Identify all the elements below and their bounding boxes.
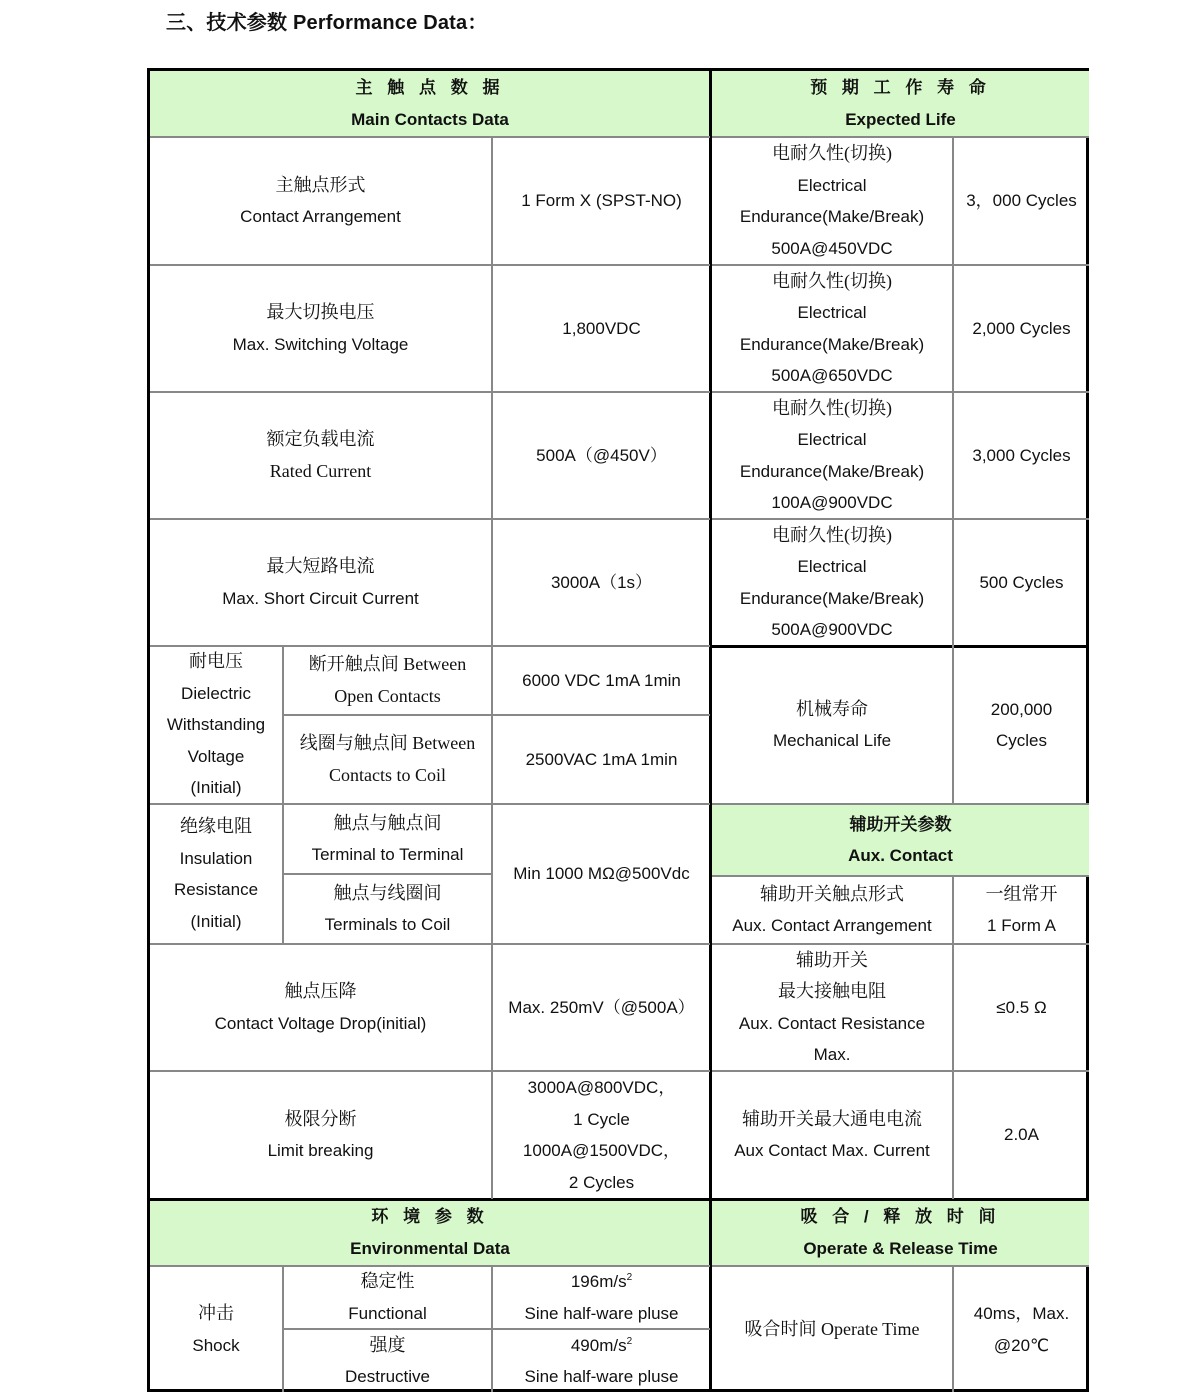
shock-destructive-desc: Sine half-ware pluse <box>524 1367 679 1386</box>
aux-current-label <box>712 1072 952 1198</box>
grid-line <box>284 873 493 875</box>
mechanical-life-en: Mechanical Life <box>772 731 892 750</box>
electrical-endurance-value-3 <box>954 393 1089 518</box>
expected-life-header <box>712 71 1089 136</box>
open-contacts-line-2: Open Contacts <box>334 685 441 706</box>
shock-functional-value <box>493 1267 710 1328</box>
mechanical-life-value-line-1: 200,000 <box>990 699 1053 719</box>
dielectric-label-zh: 耐电压 <box>189 651 243 672</box>
operate-release-header-zh: 吸 合 / 释 放 时 间 <box>800 1207 1001 1226</box>
shock-destructive-accel <box>571 1330 632 1362</box>
grid-line <box>150 518 710 520</box>
aux-resistance-line-3: Aux. Contact Resistance <box>738 1013 926 1033</box>
mechanical-life-zh: 机械寿命 <box>796 698 868 719</box>
expected-life-header-zh: 预 期 工 作 寿 命 <box>810 78 991 97</box>
max-short-circuit-value <box>493 520 710 645</box>
rated-current-en: Rated Current <box>269 460 372 481</box>
insulation-terminal-to-terminal <box>284 805 491 873</box>
grid-line <box>952 136 954 804</box>
grid-line <box>150 136 710 138</box>
contact-voltage-drop-value <box>493 945 710 1070</box>
dielectric-open-contacts-value <box>493 647 710 714</box>
terminals-to-coil-zh: 触点与线圈间 <box>333 882 442 903</box>
mechanical-life-value <box>954 647 1089 803</box>
shock-destructive-value <box>493 1330 710 1392</box>
terminal-to-terminal-zh: 触点与触点间 <box>333 812 442 833</box>
aux-contact-header <box>712 805 1089 875</box>
electrical-endurance-label-1 <box>712 138 952 264</box>
insulation-terminals-to-coil <box>284 875 491 943</box>
limit-breaking-label <box>150 1072 491 1198</box>
mechanical-life-label <box>712 647 952 803</box>
grid-line <box>150 943 710 945</box>
max-switching-voltage-value-text: 1,800VDC <box>562 318 641 338</box>
endurance-2-line-electrical: Electrical <box>797 303 867 322</box>
grid-line <box>712 645 1089 648</box>
aux-arrangement-value-zh: 一组常开 <box>985 883 1058 904</box>
dielectric-label-line-3: Withstanding <box>166 715 266 735</box>
endurance-4-line-rating: 500A@900VDC <box>771 620 893 639</box>
shock-destructive-label <box>284 1330 491 1392</box>
max-switching-voltage-value <box>493 266 710 391</box>
grid-line <box>284 714 710 716</box>
operate-time-value-line-1: 40ms，Max. <box>973 1304 1070 1323</box>
grid-line <box>150 1198 710 1201</box>
dielectric-label-line-2: Dielectric <box>181 683 251 703</box>
terminal-to-terminal-en: Terminal to Terminal <box>311 845 464 864</box>
grid-line <box>712 391 1089 393</box>
contacts-to-coil-value-text: 2500VAC 1mA 1min <box>525 749 678 769</box>
expected-life-header-en: Expected Life <box>845 109 956 129</box>
max-short-circuit-zh: 最大短路电流 <box>266 556 375 576</box>
endurance-1-line-electrical: Electrical <box>797 175 867 195</box>
rated-current-value <box>493 393 710 518</box>
insulation-label-line-3: Resistance <box>173 880 259 899</box>
shock-functional-desc: Sine half-ware pluse <box>524 1303 679 1323</box>
main-contacts-header-zh: 主 触 点 数 据 <box>355 78 505 97</box>
contact-arrangement-zh: 主触点形式 <box>275 174 366 195</box>
operate-time-value-line-2: @20℃ <box>993 1335 1050 1355</box>
limit-breaking-value <box>493 1072 710 1198</box>
operate-time-value <box>954 1267 1089 1392</box>
rated-current-value-text: 500A（@450V） <box>536 445 667 465</box>
shock-functional-accel-value: 196m/s <box>570 1272 627 1291</box>
max-short-circuit-value-text: 3000A（1s） <box>550 572 653 592</box>
aux-resistance-line-2: 最大接触电阻 <box>778 981 886 1001</box>
shock-functional-en: Functional <box>348 1303 427 1323</box>
shock-functional-exponent: 2 <box>626 1272 633 1283</box>
environmental-header <box>150 1200 710 1265</box>
aux-contact-header-zh: 辅助开关参数 <box>849 814 952 834</box>
max-short-circuit-label <box>150 520 491 645</box>
insulation-label-line-2: Insulation <box>179 848 253 868</box>
terminals-to-coil-en: Terminals to Coil <box>324 915 451 934</box>
open-contacts-value-text: 6000 VDC 1mA 1min <box>522 670 681 690</box>
contact-arrangement-value <box>493 138 710 264</box>
shock-functional-accel <box>571 1266 632 1298</box>
aux-current-value <box>954 1072 1089 1198</box>
shock-functional-label <box>284 1267 491 1328</box>
endurance-4-line-make-break: Endurance(Make/Break) <box>739 588 925 608</box>
limit-breaking-zh: 极限分断 <box>284 1108 357 1129</box>
grid-line <box>150 645 710 647</box>
grid-line <box>712 1198 1089 1201</box>
insulation-label-line-4: (Initial) <box>190 911 242 931</box>
endurance-1-line-make-break: Endurance(Make/Break) <box>739 207 925 226</box>
shock-functional-zh: 稳定性 <box>360 1271 415 1291</box>
operate-time-label <box>712 1267 952 1392</box>
rated-current-zh: 额定负载电流 <box>266 429 375 449</box>
endurance-3-line-electrical: Electrical <box>797 430 867 449</box>
open-contacts-line-1: 断开触点间 Between <box>308 654 467 674</box>
endurance-1-line-zh: 电耐久性(切换) <box>772 143 892 163</box>
endurance-2-line-make-break: Endurance(Make/Break) <box>739 334 925 354</box>
electrical-endurance-label-3 <box>712 393 952 518</box>
insulation-label-zh: 绝缘电阻 <box>180 816 252 836</box>
aux-arrangement-en: Aux. Contact Arrangement <box>732 916 932 935</box>
electrical-endurance-label-2 <box>712 266 952 391</box>
operate-release-header-en: Operate & Release Time <box>803 1238 998 1258</box>
limit-breaking-en: Limit breaking <box>267 1141 374 1160</box>
main-contacts-header-en: Main Contacts Data <box>351 109 509 129</box>
limit-breaking-value-line-3: 1000A@1500VDC， <box>522 1141 681 1160</box>
performance-data-table <box>147 68 1089 1392</box>
grid-line <box>712 1265 1089 1267</box>
aux-contact-header-en: Aux. Contact <box>848 846 953 865</box>
endurance-3-value-text: 3,000 Cycles <box>972 445 1071 465</box>
shock-destructive-accel-value: 490m/s <box>570 1335 627 1355</box>
contact-voltage-drop-zh: 触点压降 <box>284 981 357 1001</box>
main-contacts-header <box>150 71 710 136</box>
grid-line <box>712 943 1089 945</box>
endurance-3-line-rating: 100A@900VDC <box>771 493 893 512</box>
limit-breaking-value-line-2: 1 Cycle <box>573 1109 630 1129</box>
grid-line <box>150 391 710 393</box>
contact-voltage-drop-label <box>150 945 491 1070</box>
aux-resistance-value <box>954 945 1089 1070</box>
endurance-4-line-electrical: Electrical <box>797 557 867 576</box>
aux-current-zh: 辅助开关最大通电电流 <box>742 1108 922 1129</box>
shock-destructive-exponent: 2 <box>626 1335 633 1347</box>
dielectric-open-contacts-label <box>284 647 491 714</box>
endurance-2-line-zh: 电耐久性(切换) <box>772 270 892 291</box>
aux-resistance-label <box>712 945 952 1070</box>
grid-line <box>491 645 493 944</box>
shock-label <box>150 1267 282 1392</box>
endurance-2-line-rating: 500A@650VDC <box>771 366 893 385</box>
insulation-value-text: Min 1000 MΩ@500Vdc <box>513 864 690 884</box>
aux-arrangement-value <box>954 877 1089 943</box>
grid-line <box>712 875 1089 877</box>
grid-line <box>712 264 1089 266</box>
grid-line <box>282 645 284 944</box>
grid-line <box>712 518 1089 520</box>
contact-voltage-drop-value-text: Max. 250mV（@500A） <box>508 997 695 1017</box>
endurance-4-value-text: 500 Cycles <box>979 572 1064 592</box>
dielectric-label-line-5: (Initial) <box>190 778 242 798</box>
dielectric-contacts-to-coil-label <box>284 716 491 803</box>
environmental-header-zh: 环 境 参 数 <box>371 1207 489 1226</box>
environmental-header-en: Environmental Data <box>350 1238 510 1258</box>
grid-line <box>150 803 710 805</box>
aux-resistance-line-4: Max. <box>813 1045 851 1064</box>
shock-en: Shock <box>192 1335 240 1355</box>
grid-line <box>282 1265 284 1392</box>
aux-current-value-text: 2.0A <box>1004 1125 1039 1145</box>
operate-release-header <box>712 1200 1089 1265</box>
grid-line <box>712 136 1089 138</box>
grid-line <box>284 1328 710 1330</box>
grid-line <box>712 1070 1089 1072</box>
grid-line <box>150 264 710 266</box>
aux-arrangement-label <box>712 877 952 943</box>
grid-line <box>150 1070 710 1072</box>
section-heading: 三、技术参数 Performance Data： <box>166 12 488 34</box>
dielectric-contacts-to-coil-value <box>493 716 710 803</box>
limit-breaking-value-line-4: 2 Cycles <box>568 1172 635 1192</box>
aux-current-en: Aux Contact Max. Current <box>734 1141 930 1160</box>
grid-line <box>491 1265 493 1392</box>
max-switching-voltage-en: Max. Switching Voltage <box>232 334 409 354</box>
mechanical-life-value-line-2: Cycles <box>995 731 1047 750</box>
operate-time-label-text: 吸合时间 Operate Time <box>744 1318 920 1339</box>
aux-arrangement-value-en: 1 Form A <box>987 916 1056 935</box>
limit-breaking-value-line-1: 3000A@800VDC， <box>527 1078 676 1097</box>
endurance-1-value-text: 3，000 Cycles <box>966 191 1077 211</box>
dielectric-label-line-4: Voltage <box>187 746 245 766</box>
insulation-value <box>493 805 710 943</box>
grid-line <box>150 1265 710 1267</box>
grid-line <box>952 875 954 1199</box>
max-switching-voltage-zh: 最大切换电压 <box>266 302 375 322</box>
grid-line <box>712 803 1089 805</box>
electrical-endurance-value-2 <box>954 266 1089 391</box>
shock-destructive-zh: 强度 <box>369 1334 406 1355</box>
contact-arrangement-en: Contact Arrangement <box>240 207 401 226</box>
aux-resistance-value-text: ≤0.5 Ω <box>996 997 1047 1017</box>
contacts-to-coil-line-2: Contacts to Coil <box>329 764 446 785</box>
endurance-3-line-make-break: Endurance(Make/Break) <box>739 461 925 481</box>
endurance-3-line-zh: 电耐久性(切换) <box>772 397 892 418</box>
endurance-1-line-rating: 500A@450VDC <box>771 238 893 258</box>
electrical-endurance-label-4 <box>712 520 952 645</box>
max-switching-voltage-label <box>150 266 491 391</box>
shock-zh: 冲击 <box>198 1303 234 1323</box>
electrical-endurance-value-1 <box>954 138 1089 264</box>
endurance-2-value-text: 2,000 Cycles <box>972 318 1071 338</box>
contacts-to-coil-line-1: 线圈与触点间 Between <box>299 733 476 753</box>
shock-destructive-en: Destructive <box>344 1367 431 1386</box>
grid-line <box>491 943 493 1199</box>
rated-current-label <box>150 393 491 518</box>
electrical-endurance-value-4 <box>954 520 1089 645</box>
grid-line <box>491 136 493 646</box>
aux-arrangement-zh: 辅助开关触点形式 <box>760 883 904 904</box>
contact-voltage-drop-en: Contact Voltage Drop(initial) <box>214 1013 427 1033</box>
endurance-4-line-zh: 电耐久性(切换) <box>772 524 892 545</box>
center-divider <box>709 71 712 1389</box>
grid-line <box>952 1265 954 1392</box>
insulation-label <box>150 805 282 943</box>
contact-arrangement-label <box>150 138 491 264</box>
contact-arrangement-value-text: 1 Form X (SPST-NO) <box>521 191 682 211</box>
aux-resistance-line-1: 辅助开关 <box>796 949 868 970</box>
max-short-circuit-en: Max. Short Circuit Current <box>222 588 419 608</box>
dielectric-label <box>150 647 282 803</box>
